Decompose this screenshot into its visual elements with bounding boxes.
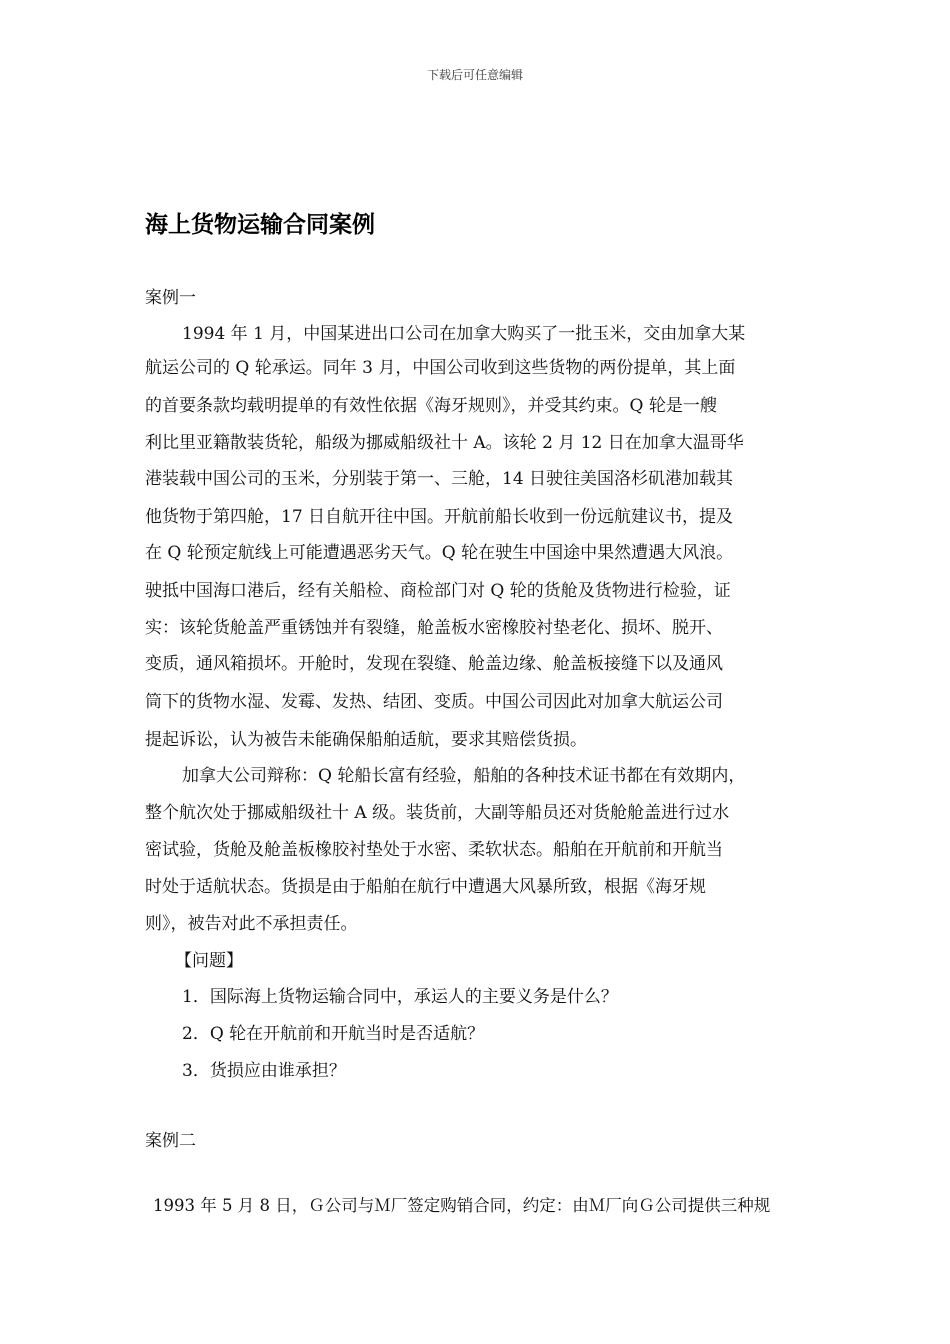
case1-para1-line: 1994 年 1 月，中国某进出口公司在加拿大购买了一批玉米，交由加拿大某 [182,324,746,344]
case2-para1-line: 1993 年 5 月 8 日，Ｇ公司与Ｍ厂签定购销合同，约定：由Ｍ厂向Ｇ公司提供三种规 [153,1196,771,1215]
case1-para2-line: 密试验，货舱及舱盖板橡胶衬垫处于水密、柔软状态。船舶在开航前和开航当 [145,840,723,860]
case1-para1-line: 筒下的货物水湿、发霉、发热、结团、变质。中国公司因此对加拿大航运公司 [145,692,723,712]
document-title: 海上货物运输合同案例 [145,212,375,238]
questions-heading: 【问题】 [175,951,243,971]
case1-para2-line: 则》，被告对此不承担责任。 [145,914,358,934]
case1-heading: 案例一 [145,288,196,308]
case1-para1-line: 利比里亚籍散装货轮，船级为挪威船级社十 A。该轮 2 月 12 日在加拿大温哥华 [145,433,744,453]
case1-para1-line: 实：该轮货舱盖严重锈蚀并有裂缝，舱盖板水密橡胶衬垫老化、损坏、脱开、 [145,618,723,638]
case1-para1-line: 他货物于第四舱，17 日自航开往中国。开航前船长收到一份远航建议书，提及 [145,507,734,527]
case1-para2-line: 时处于适航状态。货损是由于船舶在航行中遭遇大风暴所致，根据《海牙规 [145,877,706,897]
case1-para1-line: 的首要条款均载明提单的有效性依据《海牙规则》，并受其约束。Q 轮是一艘 [145,396,717,416]
case1-para1-line: 在 Q 轮预定航线上可能遭遇恶劣天气。Q 轮在驶生中国途中果然遭遇大风浪。 [145,543,734,563]
case1-para1-line: 变质，通风箱损坏。开舱时，发现在裂缝、舱盖边缘、舱盖板接缝下以及通风 [145,654,723,674]
question-item: 1．国际海上货物运输合同中，承运人的主要义务是什么？ [182,987,618,1007]
question-item: 2．Q 轮在开航前和开航当时是否适航？ [182,1024,485,1044]
header-note: 下载后可任意编辑 [426,68,523,82]
case2-heading: 案例二 [145,1131,196,1151]
question-item: 3．货损应由谁承担？ [182,1061,346,1081]
case1-para1-line: 航运公司的 Q 轮承运。同年 3 月，中国公司收到这些货物的两份提单，其上面 [145,358,736,378]
case1-para1-line: 港装载中国公司的玉米，分别装于第一、三舱，14 日驶往美国洛杉矶港加载其 [145,469,734,489]
case1-para1-line: 提起诉讼，认为被告未能确保船舶适航，要求其赔偿货损。 [145,730,587,750]
case1-para2-line: 加拿大公司辩称：Q 轮船长富有经验，船舶的各种技术证书都在有效期内， [182,766,746,786]
case1-para1-line: 驶抵中国海口港后，经有关船检、商检部门对 Q 轮的货舱及货物进行检验，证 [145,581,731,601]
case1-para2-line: 整个航次处于挪威船级社十 A 级。装货前，大副等船员还对货舱舱盖进行过水 [145,803,730,823]
